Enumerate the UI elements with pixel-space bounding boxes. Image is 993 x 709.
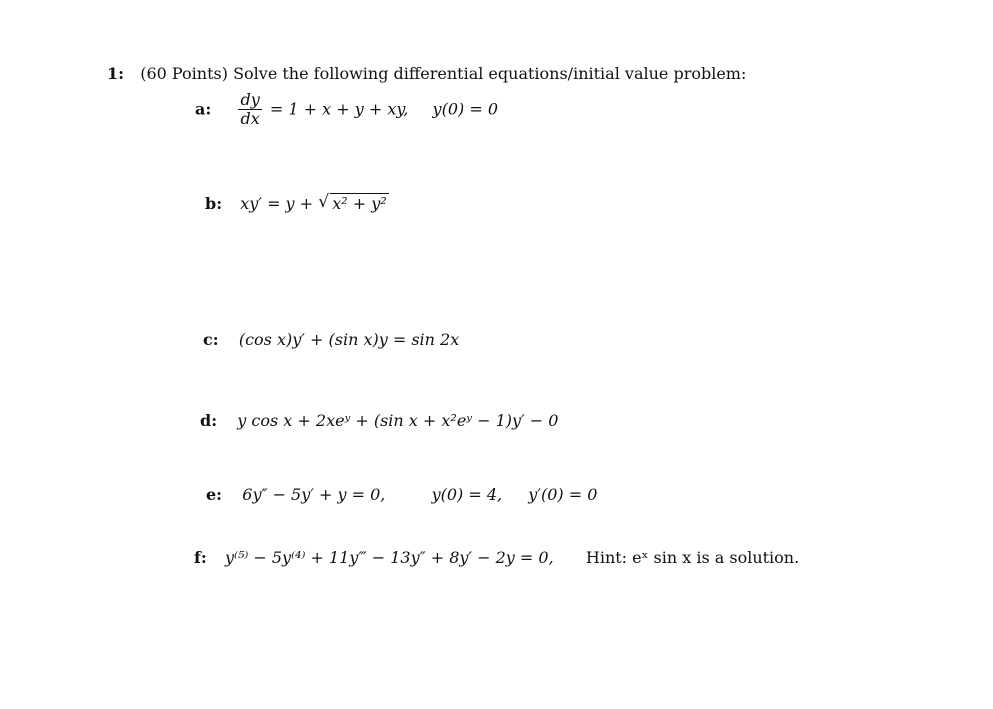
item-b [205,193,389,214]
equation-text: xy′ = y + [240,194,314,213]
equation-text: 6y″ − 5y′ + y = 0, [242,485,386,504]
item-c [203,330,459,350]
equation-text: = 1 + x + y + xy, [269,99,409,119]
item-label: a: [195,99,212,119]
radical-sign-icon: √ [318,192,330,212]
item-f [194,548,799,568]
square-root [318,193,388,214]
equation-text: (cos x)y′ + (sin x)y = sin 2x [238,330,460,349]
derivative-fraction [238,91,261,128]
equation-text: y cos x + 2xeʸ + (sin x + x²eʸ − 1)y′ − 0 [237,411,559,430]
initial-condition: y(0) = 0 [432,99,498,119]
problem-number: 1: [107,64,125,83]
fraction-numerator: dy [240,90,260,109]
item-label: b: [205,194,223,213]
radicand: x² + y² [332,194,387,213]
item-e [206,485,597,505]
item-label: c: [203,330,219,349]
problem-heading-line [107,64,746,84]
hint-text: Hint: eˣ sin x is a solution. [585,548,800,567]
item-label: d: [200,411,218,430]
item-label: e: [206,485,223,504]
initial-condition-1: y(0) = 4, [431,485,503,504]
item-a [195,91,498,135]
equation-text: y⁽⁵⁾ − 5y⁽⁴⁾ + 11y‴ − 13y″ + 8y′ − 2y = 0, [224,548,554,567]
fraction-denominator: dx [240,109,260,128]
item-label: f: [194,548,207,567]
initial-condition-2: y′(0) = 0 [528,485,598,504]
item-d [200,411,558,431]
problem-heading: (60 Points) Solve the following differential equations/initial value problem: [140,64,747,83]
